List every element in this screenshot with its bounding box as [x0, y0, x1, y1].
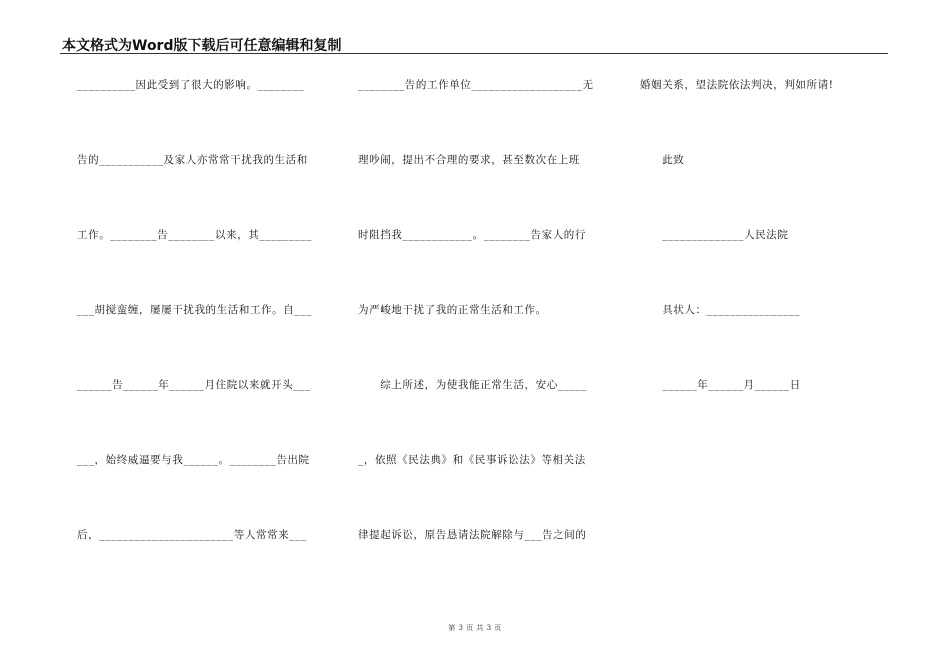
- text-line: ________告的工作单位___________________无: [358, 79, 594, 91]
- text-line: 为严峻地干扰了我的正常生活和工作。: [358, 304, 547, 316]
- signature-line: 具状人：________________: [640, 304, 801, 316]
- text-line: __________因此受到了很大的影响。________: [77, 79, 305, 91]
- text-line: ______告______年______月住院以来就开头___: [77, 379, 311, 391]
- text-line: 时阻挡我____________。________告家人的行: [358, 229, 586, 241]
- text-line: 理吵闹，提出不合理的要求，甚至数次在上班: [358, 154, 580, 166]
- text-line: ___，始终威逼要与我______。________告出院: [77, 454, 310, 466]
- text-line: _，依照《民法典》和《民事诉讼法》等相关法: [358, 454, 586, 466]
- closing-salutation: 此致: [640, 154, 685, 166]
- court-line: ______________人民法院: [640, 229, 789, 241]
- text-line: ___胡搅蛮缠，屡屡干扰我的生活和工作。自___: [77, 304, 312, 316]
- text-line: 综上所述，为使我能正常生活，安心_____: [358, 379, 588, 391]
- date-line: ______年______月______日: [640, 379, 801, 391]
- text-line: 告的___________及家人亦常常干扰我的生活和: [77, 154, 308, 166]
- header-title: 本文格式为Word版下载后可任意编辑和复制: [62, 38, 342, 54]
- text-line: 律提起诉讼，原告恳请法院解除与___告之间的: [358, 529, 587, 541]
- header-divider: [60, 53, 888, 54]
- text-line: 工作。________告________以来，其_________: [77, 229, 313, 241]
- page-number: 第 3 页 共 3 页: [448, 624, 502, 632]
- text-line: 婚姻关系，望法院依法判决，判如所请!: [640, 79, 834, 91]
- text-line: 后，_______________________等人常常来___: [77, 529, 307, 541]
